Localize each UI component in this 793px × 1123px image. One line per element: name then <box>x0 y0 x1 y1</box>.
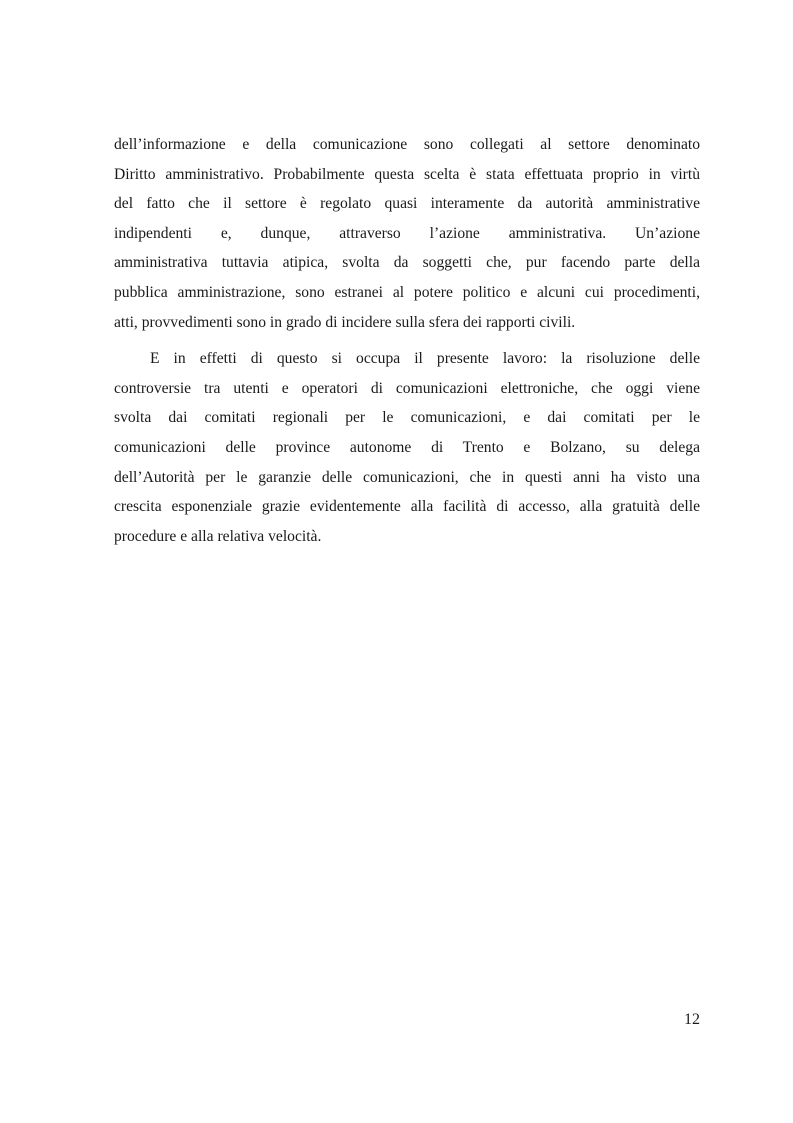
text-line: svolta dai comitati regionali per le comunicazioni, e dai comitati per le <box>114 409 700 427</box>
text-line: indipendenti e, dunque, attraverso l’azione amministrativa. Un’azione <box>114 224 700 242</box>
text-line: amministrativa tuttavia atipica, svolta da soggetti che, pur facendo parte della <box>114 254 700 272</box>
text-line: crescita esponenziale grazie evidentemente alla facilità di accesso, alla gratuità delle <box>114 498 700 516</box>
text-line: E in effetti di questo si occupa il presente lavoro: la risoluzione delle <box>150 350 700 368</box>
text-line: del fatto che il settore è regolato quasi interamente da autorità amministrative <box>114 195 700 213</box>
page-number: 12 <box>684 1011 700 1028</box>
text-line: Diritto amministrativo. Probabilmente questa scelta è stata effettuata proprio in virtù <box>114 165 700 183</box>
text-line: pubblica amministrazione, sono estranei al potere politico e alcuni cui procedimenti, <box>114 283 700 301</box>
text-line: atti, provvedimenti sono in grado di incidere sulla sfera dei rapporti civili. <box>114 313 576 331</box>
text-line: procedure e alla relativa velocità. <box>114 527 322 545</box>
paragraph-1 <box>114 130 700 337</box>
paragraph-spacing <box>114 337 700 344</box>
text-line: controversie tra utenti e operatori di comunicazioni elettroniche, che oggi viene <box>114 379 700 397</box>
body-text <box>114 130 700 551</box>
text-line: dell’Autorità per le garanzie delle comunicazioni, che in questi anni ha visto una <box>114 468 700 486</box>
text-line: dell’informazione e della comunicazione sono collegati al settore denominato <box>114 136 700 153</box>
paragraph-2 <box>114 344 700 551</box>
text-line: comunicazioni delle province autonome di Trento e Bolzano, su delega <box>114 438 700 456</box>
